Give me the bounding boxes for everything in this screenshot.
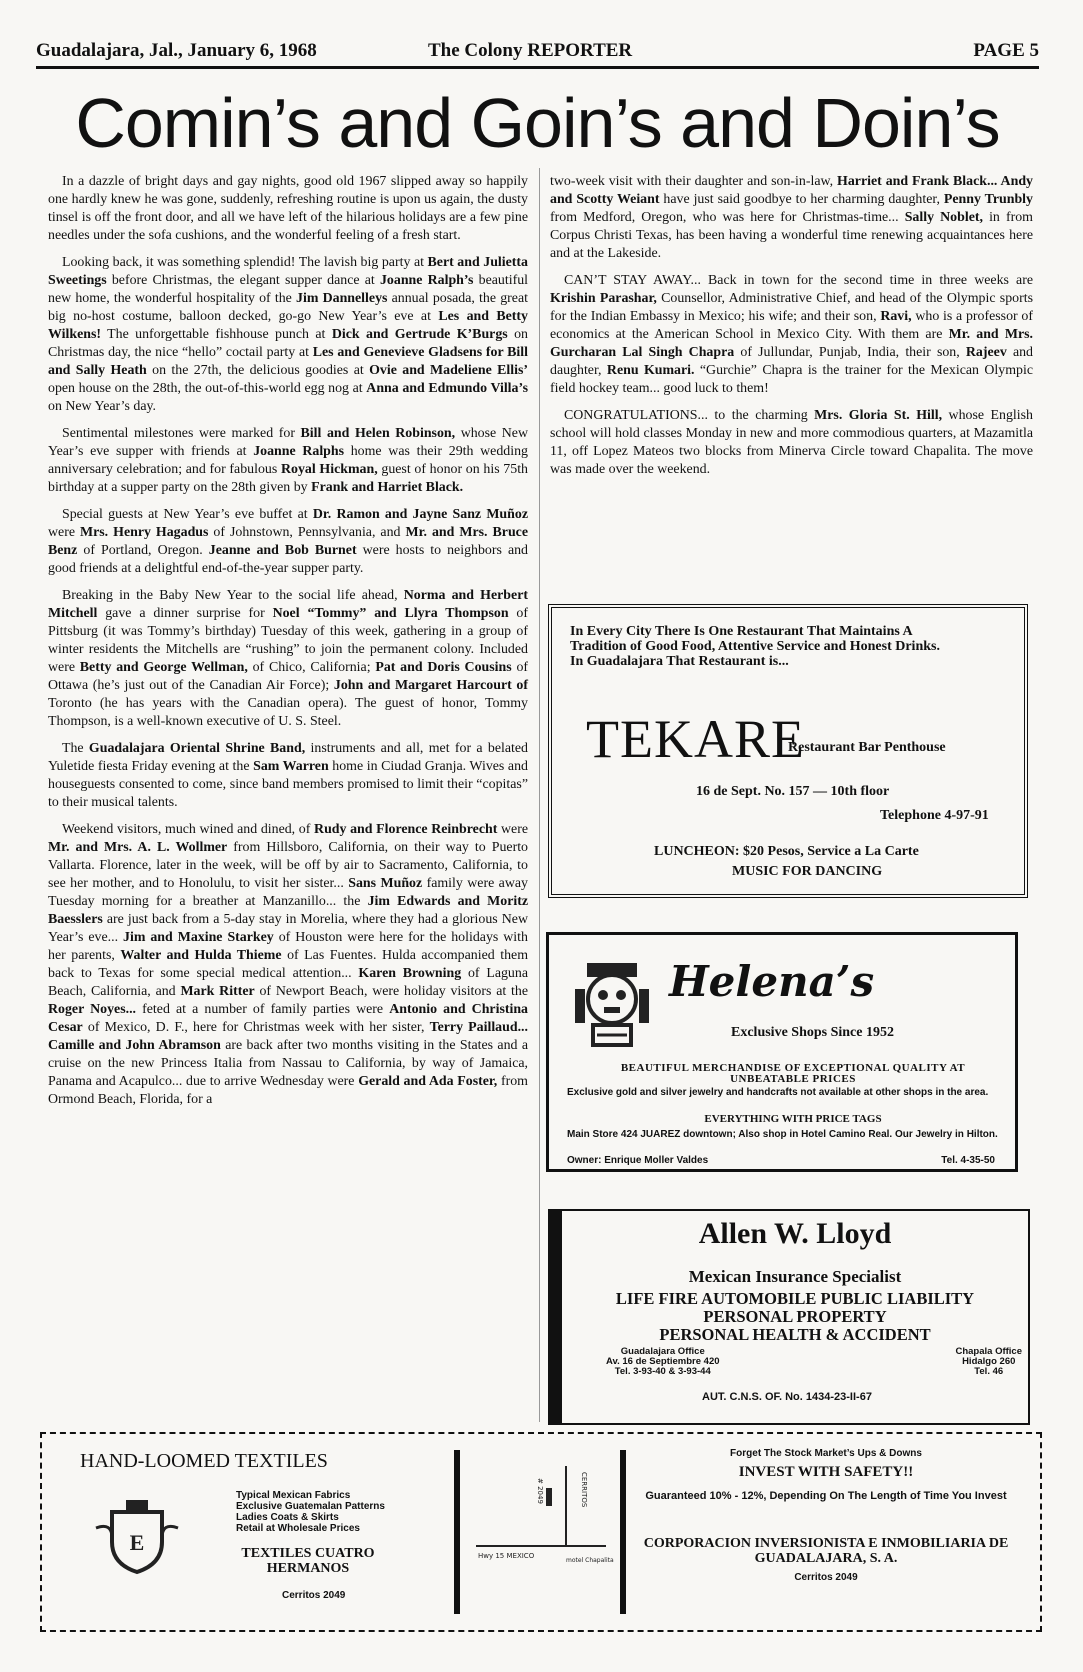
article-paragraph: Weekend visitors, much wined and dined, of Rudy and Florence Reinbrecht were Mr. and Mrs. A. L. Wollmer from Hillsboro, California, on their way to Puerto Vallarta. Florence, later in the week, will be off by air to Sacramento, California, to see her mother, and to Honolulu, to visit her sister... Sans Muñoz family were away Tuesday morning for a breather at Manzanillo... the Jim Edwards and Moritz Baesslers are just back from a 5-day stay in Morelia, where they had a glorious New Year’s eve... Jim and Maxine Starkey of Houston were here for the holidays with her parents, Walter and Hulda Thieme of Las Fuentes. Hulda accompanied them back to Texas for some special medical attention... Karen Browning of Laguna Beach, California, and Mark Ritter of Newport Beach, were holiday visitors at the Roger Noyes... feted at a number of family parties were Antonio and Christina Cesar of Mexico, D. F., here for Christmas week with her sister, Terry Paillaud... Camille and John Abramson are back after two months visiting in the States and a cruise on the new Princess Italia from Nassau to California, by way of Jamaica, Panama and Acapulco... due to arrive Wednesday were Gerald and Ada Foster, from Ormond Beach, Florida, for a: [48, 822, 529, 1107]
article-column-right: [550, 173, 1033, 488]
lloyd-specialty: Mexican Insurance Specialist: [688, 1267, 902, 1286]
ad-tekare-restaurant: [548, 604, 1028, 898]
masthead-page-number: PAGE 5: [973, 40, 1039, 61]
office-line: Chapala Office: [955, 1346, 1022, 1357]
article-paragraph: Breaking in the Baby New Year to the social life ahead, Norma and Herbert Mitchell gave a dinner surprise for Noel “Tommy” and Llyra Thompson of Pittsburg (it was Tommy’s birthday) Tuesday of this week, gathering in a group of winter residents the Mitchells are “rushing” to join the permanent colony. Included were Betty and George Wellman, of Chico, California; Pat and Doris Cousins of Ottawa (he’s just out of the Canadian Air Force); John and Margaret Harcourt of Toronto (he has years with the Canadian opera). The guest of honor, Tommy Thompson, is a well-known executive of U. S. Steel.: [48, 588, 529, 729]
page-headline: Comin’s and Goin’s and Doin’s: [75, 84, 1000, 162]
office-line: Av. 16 de Septiembre 420: [606, 1356, 720, 1367]
masthead-paper-name: The Colony REPORTER: [428, 40, 633, 61]
aztec-mask-icon: [567, 959, 657, 1056]
lloyd-coverage-2: PERSONAL PROPERTY: [703, 1307, 887, 1326]
office-line: Tel. 3-93-40 & 3-93-44: [614, 1366, 711, 1377]
helena-name: Helena’s: [669, 957, 875, 1006]
tekare-name: TEKARE: [586, 709, 805, 769]
ad-bottom-banner: [40, 1432, 1042, 1632]
textiles-feature: Retail at Wholesale Prices: [236, 1523, 360, 1534]
helena-price-tags: EVERYTHING WITH PRICE TAGS: [704, 1113, 882, 1125]
article-paragraph: Special guests at New Year’s eve buffet at Dr. Ramon and Jayne Sanz Muñoz were Mrs. Henry Hagadus of Johnstown, Pennsylvania, and Mr. and Mrs. Bruce Benz of Portland, Oregon. Jeanne and Bob Burnet were hosts to neighbors and good friends at a delightful end-of-the-year supper party.: [48, 507, 528, 576]
map-street-number: # 2049: [536, 1478, 544, 1504]
corporacion-guarantee: Guaranteed 10% - 12%, Depending On The Length of Time You Invest: [645, 1490, 1007, 1502]
textiles-title: HAND-LOOMED TEXTILES: [80, 1450, 328, 1472]
textiles-features: [236, 1490, 385, 1534]
masthead-dateline: Guadalajara, Jal., January 6, 1968: [36, 40, 317, 61]
office-line: Tel. 46: [974, 1366, 1004, 1377]
textiles-feature: Ladies Coats & Skirts: [236, 1512, 339, 1523]
corporacion-name: CORPORACION INVERSIONISTA E INMOBILIARIA DE GUADALAJARA, S. A.: [643, 1536, 1009, 1566]
corporacion-address: Cerritos 2049: [794, 1572, 858, 1583]
lloyd-name: Allen W. Lloyd: [698, 1217, 892, 1250]
office-line: Guadalajara Office: [620, 1346, 705, 1357]
article-paragraph: Sentimental milestones were marked for Bill and Helen Robinson, whose New Year’s eve supper with friends at Joanne Ralphs home was their 29th wedding anniversary celebration; and for fabulous Royal Hickman, guest of honor on his 75th birthday at a supper party on the 28th given by Frank and Harriet Black.: [48, 426, 529, 495]
tekare-luncheon: LUNCHEON: $20 Pesos, Service a La Carte: [654, 844, 919, 859]
textiles-feature: Typical Mexican Fabrics: [236, 1490, 351, 1501]
masthead-rule: [36, 66, 1039, 69]
column-divider: [539, 168, 540, 1422]
svg-text:E: E: [129, 1530, 145, 1555]
helena-locations: Main Store 424 JUAREZ downtown; Also shop in Hotel Camino Real. Our Jewelry in Hilton.: [567, 1129, 998, 1140]
map-highway-label: Hwy 15 MEXICO: [478, 1552, 535, 1560]
lloyd-chapala-office: [955, 1347, 1022, 1377]
helena-since: Exclusive Shops Since 1952: [731, 1025, 894, 1040]
helena-description: Exclusive gold and silver jewelry and handcrafts not available at other shops in the area.: [567, 1087, 989, 1098]
tekare-music: MUSIC FOR DANCING: [732, 864, 883, 879]
crest-icon: [92, 1498, 182, 1583]
corporacion-teaser: Forget The Stock Market’s Ups & Downs: [730, 1448, 922, 1459]
article-paragraph: In a dazzle of bright days and gay nights, good old 1967 slipped away so happily one hardly knew he was gone, suddenly, refreshing routine is upon us again, the dusty tinsel is off the front door, and all we have left of the hilarious holidays are a few pine needles under the sofa cushions, and the wonderful feeling of a fresh start.: [48, 174, 528, 243]
article-column-left: [48, 173, 528, 1118]
article-paragraph: CAN’T STAY AWAY... Back in town for the second time in three weeks are Krishin Parashar, Counsellor, Administrative Chief, and head of the Olympic sports for the Indian Embassy in Mexico; his wife; and their son, Ravi, who is a professor of economics at the American School in Mexico City. With them are Mr. and Mrs. Gurcharan Lal Singh Chapra of Jullundar, Punjab, India, their son, Rajeev and daughter, Renu Kumari. “Gurchie” Chapra is the trainer for the Mexican Olympic field hockey team... good luck to them!: [550, 273, 1034, 396]
helena-owner: Owner: Enrique Moller Valdes: [567, 1155, 709, 1166]
banner-divider: [454, 1450, 460, 1614]
location-map: [466, 1462, 616, 1597]
office-line: Hidalgo 260: [962, 1356, 1016, 1367]
ad-helenas-shops: [546, 932, 1018, 1172]
map-street-label: CERRITOS: [580, 1472, 588, 1508]
lloyd-coverage-3: PERSONAL HEALTH & ACCIDENT: [659, 1325, 931, 1344]
lloyd-guadalajara-office: [606, 1347, 720, 1377]
textiles-address: Cerritos 2049: [282, 1590, 346, 1601]
lloyd-coverage-1: LIFE FIRE AUTOMOBILE PUBLIC LIABILITY: [615, 1289, 975, 1308]
ad-corporacion-inversionista: [626, 1434, 1026, 1630]
tekare-subtitle: Restaurant Bar Penthouse: [788, 740, 946, 755]
tekare-telephone: Telephone 4-97-91: [880, 808, 989, 823]
tekare-intro: In Every City There Is One Restaurant That Maintains A Tradition of Good Food, Attentive Service and Honest Drinks. In Guadalajara That Restaurant is...: [570, 624, 940, 669]
helena-telephone: Tel. 4-35-50: [941, 1155, 995, 1166]
textiles-name: TEXTILES CUATRO HERMANOS: [241, 1546, 375, 1576]
article-paragraph: CONGRATULATIONS... to the charming Mrs. Gloria St. Hill, whose English school will hold classes Monday in new and more commodious quarters, at Mazamitla 11, off Lopez Mateos two blocks from Minerva Circle toward Chapalita. The move was made over the weekend.: [550, 408, 1033, 477]
lloyd-authorization: AUT. C.N.S. OF. No. 1434-23-II-67: [702, 1391, 872, 1403]
tekare-address: 16 de Sept. No. 157 — 10th floor: [696, 784, 890, 799]
article-paragraph: The Guadalajara Oriental Shrine Band, instruments and all, met for a belated Yuletide fiesta Friday evening at the Sam Warren home in Ciudad Granja. Wives and houseguests consented to come, since band members promised to limit their “copitas” to their musical talents.: [48, 741, 528, 810]
textiles-feature: Exclusive Guatemalan Patterns: [236, 1501, 385, 1512]
corporacion-headline: INVEST WITH SAFETY!!: [738, 1464, 914, 1480]
map-place-label: motel Chapalita: [566, 1557, 614, 1564]
article-paragraph: Looking back, it was something splendid! The lavish big party at Bert and Julietta Sweetings before Christmas, the elegant supper dance at Joanne Ralph’s beautiful new home, the wonderful hospitality of the Jim Dannelleys annual posada, the great big no-host costume, balloon decked, go-go New Year’s eve at Les and Betty Wilkens! The unforgettable fishhouse punch at Dick and Gertrude K’Burgs on Christmas day, the nice “hello” coctail party at Les and Genevieve Gladsens for Bill and Sally Heath on the 27th, the delicious goodies at Ovie and Madeliene Ellis’ open house on the 28th, the out-of-this-world egg nog at Anna and Edmundo Villa’s on New Year’s day.: [48, 255, 528, 414]
masthead: [36, 40, 1039, 66]
article-paragraph: two-week visit with their daughter and son-in-law, Harriet and Frank Black... Andy and Scotty Weiant have just said goodbye to her charming daughter, Penny Trunbly from Medford, Oregon, who was here for Christmas-time... Sally Noblet, in from Corpus Christi Texas, has been having a wonderful time renewing acquaintances here and at the Lakeside.: [550, 174, 1033, 261]
helena-tagline: BEAUTIFUL MERCHANDISE OF EXCEPTIONAL QUALITY AT UNBEATABLE PRICES: [620, 1062, 966, 1085]
ad-allen-lloyd-insurance: [548, 1209, 1030, 1425]
